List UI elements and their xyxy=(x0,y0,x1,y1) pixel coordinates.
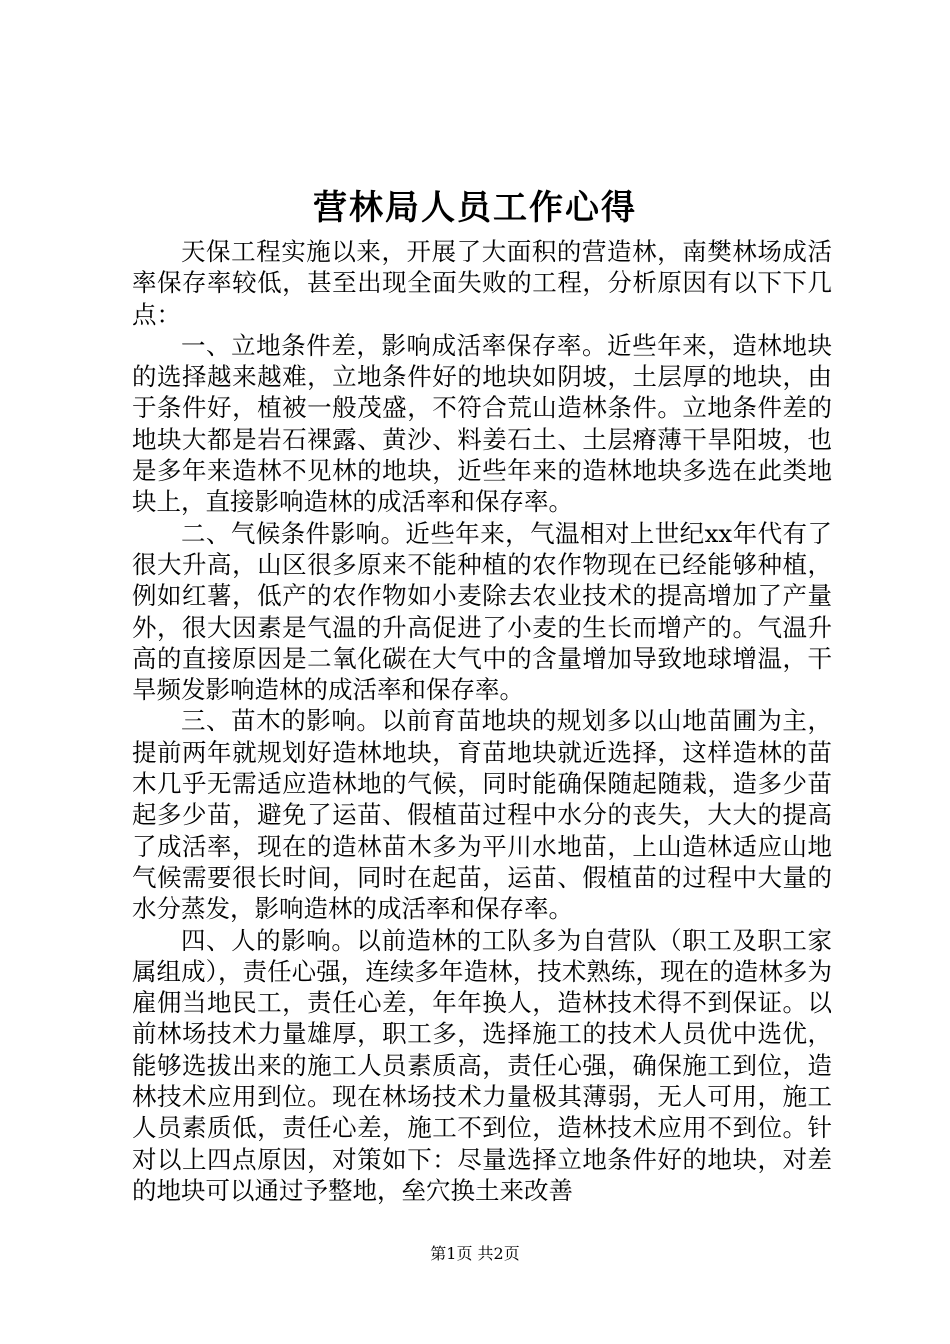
paragraph-site-conditions: 一、立地条件差，影响成活率保存率。近些年来，造林地块的选择越来越难，立地条件好的地块如阴坡，土层厚的地块，由于条件好，植被一般茂盛，不符合荒山造林条件。立地条件差的地块大都是岩石裸露、黄沙、料姜石土、土层瘠薄干旱阳坡，也是多年来造林不见林的地块，近些年来的造林地块多选在此类地块上，直接影响造林的成活率和保存率。 xyxy=(132,330,832,517)
paragraph-climate: 二、气候条件影响。近些年来，气温相对上世纪xx年代有了很大升高，山区很多原来不能种植的农作物现在已经能够种植，例如红薯，低产的农作物如小麦除去农业技术的提高增加了产量外，很大因素是气温的升高促进了小麦的生长而增产的。气温升高的直接原因是二氧化碳在大气中的含量增加导致地球增温，干旱频发影响造林的成活率和保存率。 xyxy=(132,518,832,705)
document-title: 营林局人员工作心得 xyxy=(313,188,637,228)
page-number-footer: 第1页 共2页 xyxy=(430,1244,520,1263)
paragraph-people: 四、人的影响。以前造林的工队多为自营队（职工及职工家属组成），责任心强，连续多年造林，技术熟练，现在的造林多为雇佣当地民工，责任心差，年年换人，造林技术得不到保证。以前林场技术力量雄厚，职工多，选择施工的技术人员优中选优，能够选拔出来的施工人员素质高，责任心强，确保施工到位，造林技术应用到位。现在林场技术力量极其薄弱，无人可用，施工人员素质低，责任心差，施工不到位，造林技术应用不到位。针对以上四点原因，对策如下：尽量选择立地条件好的地块，对差的地块可以通过予整地，垒穴换土来改善 xyxy=(132,925,832,1205)
paragraph-seedlings: 三、苗木的影响。以前育苗地块的规划多以山地苗圃为主，提前两年就规划好造林地块，育苗地块就近选择，这样造林的苗木几乎无需适应造林地的气候，同时能确保随起随栽，造多少苗起多少苗，避免了运苗、假植苗过程中水分的丧失，大大的提高了成活率，现在的造林苗木多为平川水地苗，上山造林适应山地气候需要很长时间，同时在起苗，运苗、假植苗的过程中大量的水分蒸发，影响造林的成活率和保存率。 xyxy=(132,706,832,924)
paragraph-intro: 天保工程实施以来，开展了大面积的营造林，南樊林场成活率保存率较低，甚至出现全面失败的工程，分析原因有以下下几点： xyxy=(132,237,832,329)
document-body xyxy=(132,236,832,1206)
